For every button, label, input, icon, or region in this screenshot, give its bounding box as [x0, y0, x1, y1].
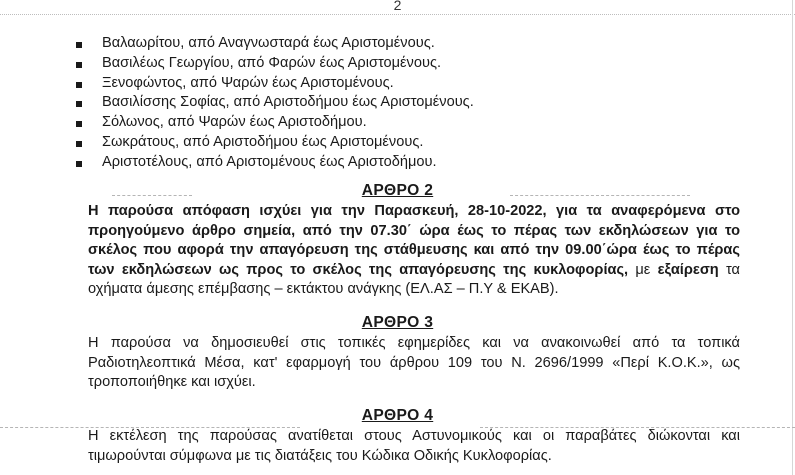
bullet-square-icon [76, 62, 82, 68]
list-item [72, 113, 474, 133]
bullet-square-icon [76, 121, 82, 127]
bullet-square-icon [76, 82, 82, 88]
article-4-text: Η εκτέλεση της παρούσας ανατίθεται στους Αστυνομικούς και οι παραβάτες διώκονται και τιμωρούνται σύμφωνα με τις διατάξεις του Κώδικα Οδικής Κυκλοφορίας. [88, 428, 740, 464]
article-2-normal-text: με [628, 261, 658, 278]
article-3-text: Η παρούσα να δημοσιευθεί στις τοπικές εφημερίδες και να ανακοινωθεί από τα τοπικά Ραδιοτηλεοπτικά Μέσα, κατ' εφαρμογή του άρθρου 109 του Ν. 2696/1999 «Περί Κ.Ο.Κ.», ως τροποποιήθηκε και ισχύει. [88, 335, 740, 391]
list-item-text: Βασιλίσσης Σοφίας, από Αριστοδήμου έως Αριστομένους. [102, 94, 474, 111]
list-item [72, 153, 474, 173]
bullet-square-icon [76, 141, 82, 147]
list-item [72, 74, 474, 94]
list-item-text: Σόλωνος, από Ψαρών έως Αριστοδήμου. [102, 114, 367, 131]
page-number: 2 [393, 0, 402, 13]
top-scan-rule [0, 14, 795, 15]
list-item [72, 133, 474, 153]
list-item-text: Σωκράτους, από Αριστοδήμου έως Αριστομένους. [102, 133, 424, 150]
article-2-text [88, 202, 740, 300]
list-item-text: Αριστοτέλους, από Αριστομένους έως Αριστοδήμου. [102, 153, 437, 170]
list-item [72, 34, 474, 54]
article-2-exception-word: εξαίρεση [657, 261, 719, 278]
article-2-bold-text: Η παρούσα απόφαση ισχύει για την Παρασκευή, 28-10-2022, για τα αναφερόμενα στο προηγούμενο άρθρο σημεία, από την 07.30΄ ώρα έως το πέρας των εκδηλώσεων για το σκέλος που αφορά την απαγόρευση της στάθμευσης και από την 09.00΄ώρα έως το πέρας των εκδηλώσεων ως προς το σκέλος της απαγόρευσης της κυκλοφορίας, [88, 203, 740, 278]
article-3-heading: ΑΡΘΡΟ 3 [361, 314, 434, 331]
article-2-heading: ΑΡΘΡΟ 2 [361, 182, 434, 199]
street-list [72, 34, 474, 173]
list-item-text: Βασιλέως Γεωργίου, από Φαρών έως Αριστομένους. [102, 54, 442, 71]
bullet-square-icon [76, 161, 82, 167]
list-item-text: Ξενοφώντος, από Ψαρών έως Αριστομένους. [102, 74, 394, 91]
list-item-text: Βαλαωρίτου, από Αναγνωσταρά έως Αριστομένους. [102, 35, 435, 51]
list-item [72, 54, 474, 74]
article-4-heading: ΑΡΘΡΟ 4 [361, 407, 434, 424]
article-2-tail-text: τα οχήματα άμεσης επέμβασης – εκτάκτου ανάγκης (ΕΛ.ΑΣ – Π.Υ & ΕΚΑΒ). [88, 261, 740, 298]
bullet-square-icon [76, 101, 82, 107]
list-item [72, 93, 474, 113]
bullet-square-icon [76, 42, 82, 48]
page-edge-line [792, 0, 793, 475]
